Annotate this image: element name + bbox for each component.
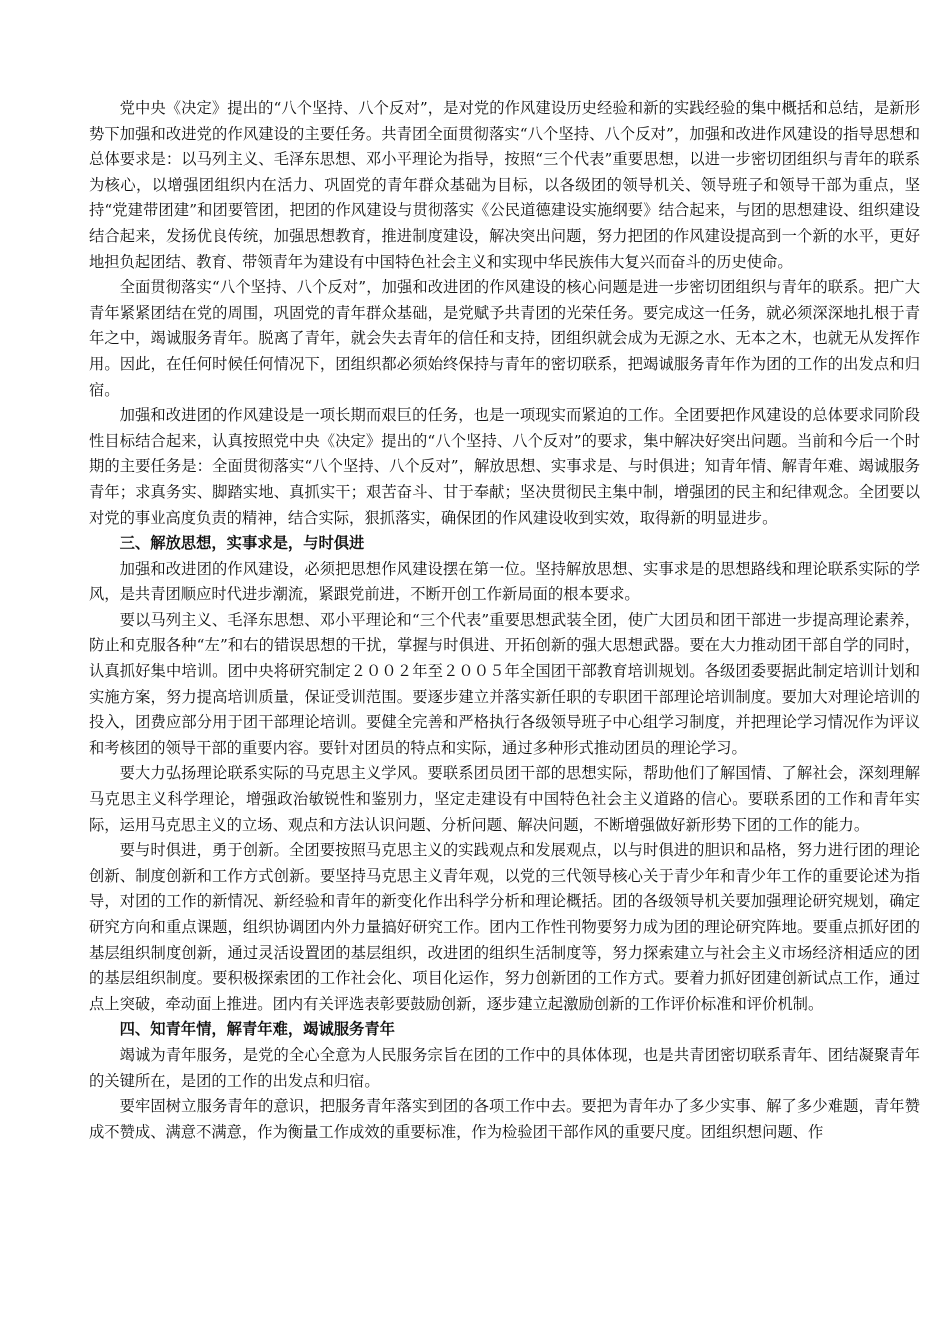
paragraph: 竭诚为青年服务，是党的全心全意为人民服务宗旨在团的工作中的具体体现，也是共青团密切联系青年、团结凝聚青年的关键所在，是团的工作的出发点和归宿。 bbox=[89, 1045, 920, 1090]
paragraph: 要大力弘扬理论联系实际的马克思主义学风。要联系团员团干部的思想实际，帮助他们了解国情、了解社会，深刻理解马克思主义科学理论，增强政治敏锐性和鉴别力，坚定走建设有中国特色社会主义道路的信心。要联系团的工作和青年实际，运用马克思主义的立场、观点和方法认识问题、分析问题、解决问题，不断增强做好新形势下团的工作的能力。 bbox=[89, 764, 920, 834]
paragraph: 要与时俱进，勇于创新。全团要按照马克思主义的实践观点和发展观点，以与时俱进的胆识和品格，努力进行团的理论创新、制度创新和工作方式创新。要坚持马克思主义青年观，以党的三代领导核心关于青少年和青少年工作的重要论述为指导，对团的工作的新情况、新经验和青年的新变化作出科学分析和理论概括。团的各级领导机关要加强理论研究规划，确定研究方向和重点课题，组织协调团内外力量搞好研究工作。团内工作性刊物要努力成为团的理论研究阵地。要重点抓好团的基层组织制度创新，通过灵活设置团的基层组织，改进团的组织生活制度等，努力探索建立与社会主义市场经济相适应的团的基层组织制度。要积极探索团的工作社会化、项目化运作，努力创新团的工作方式。要着力抓好团建创新试点工作，通过点上突破，牵动面上推进。团内有关评选表彰要鼓励创新，逐步建立起激励创新的工作评价标准和评价机制。 bbox=[89, 841, 920, 1013]
paragraph: 全面贯彻落实“八个坚持、八个反对”，加强和改进团的作风建设的核心问题是进一步密切团组织与青年的联系。把广大青年紧紧团结在党的周围，巩固党的青年群众基础，是党赋予共青团的光荣任务。要完成这一任务，就必须深深地扎根于青年之中，竭诚服务青年。脱离了青年，就会失去青年的信任和支持，团组织就会成为无源之水、无本之木，也就无从发挥作用。因此，在任何时候任何情况下，团组织都必须始终保持与青年的密切联系，把竭诚服务青年作为团的工作的出发点和归宿。 bbox=[89, 278, 920, 399]
section-heading: 三、解放思想，实事求是，与时俱进 bbox=[119, 534, 365, 553]
paragraph: 加强和改进团的作风建设是一项长期而艰巨的任务，也是一项现实而紧迫的工作。全团要把作风建设的总体要求同阶段性目标结合起来，认真按照党中央《决定》提出的“八个坚持、八个反对”的要求，集中解决好突出问题。当前和今后一个时期的主要任务是：全面贯彻落实“八个坚持、八个反对”，解放思想、实事求是、与时俱进；知青年情、解青年难、竭诚服务青年；求真务实、脚踏实地、真抓实干；艰苦奋斗、甘于奉献；坚决贯彻民主集中制，增强团的民主和纪律观念。全团要以对党的事业高度负责的精神，结合实际，狠抓落实，确保团的作风建设收到实效，取得新的明显进步。 bbox=[89, 406, 920, 527]
paragraph: 要牢固树立服务青年的意识，把服务青年落实到团的各项工作中去。要把为青年办了多少实事、解了多少难题，青年赞成不赞成、满意不满意，作为衡量工作成效的重要标准，作为检验团干部作风的重要尺度。团组织想问题、作 bbox=[89, 1097, 920, 1141]
paragraph: 加强和改进团的作风建设，必须把思想作风建设摆在第一位。坚持解放思想、实事求是的思想路线和理论联系实际的学风，是共青团顺应时代进步潮流，紧跟党前进，不断开创工作新局面的根本要求。 bbox=[89, 559, 920, 604]
paragraph: 要以马列主义、毛泽东思想、邓小平理论和“三个代表”重要思想武装全团，使广大团员和团干部进一步提高理论素养，防止和克服各种“左”和右的错误思想的干扰，掌握与时俱进、开拓创新的强大思想武器。要在大力推动团干部自学的同时，认真抓好集中培训。团中央将研究制定２００２年至２００５年全国团干部教育培训规划。各级团委要据此制定培训计划和实施方案，努力提高培训质量，保证受训范围。要逐步建立并落实新任职的专职团干部理论培训制度。要加大对理论培训的投入，团费应部分用于团干部理论培训。要健全完善和严格执行各级领导班子中心组学习制度，并把理论学习情况作为评议和考核团的领导干部的重要内容。要针对团员的特点和实际，通过多种形式推动团员的理论学习。 bbox=[89, 610, 920, 757]
document-body bbox=[89, 96, 920, 1145]
paragraph: 党中央《决定》提出的“八个坚持、八个反对”，是对党的作风建设历史经验和新的实践经验的集中概括和总结，是新形势下加强和改进党的作风建设的主要任务。共青团全面贯彻落实“八个坚持、八个反对”，加强和改进作风建设的指导思想和总体要求是：以马列主义、毛泽东思想、邓小平理论为指导，按照“三个代表”重要思想，以进一步密切团组织与青年的联系为核心，以增强团组织内在活力、巩固党的青年群众基础为目标，以各级团的领导机关、领导班子和领导干部为重点，坚持“党建带团建”和团要管团，把团的作风建设与贯彻落实《公民道德建设实施纲要》结合起来，与团的思想建设、组织建设结合起来，发扬优良传统，加强思想教育，推进制度建设，解决突出问题，努力把团的作风建设提高到一个新的水平，更好地担负起团结、教育、带领青年为建设有中国特色社会主义和实现中华民族伟大复兴而奋斗的历史使命。 bbox=[89, 99, 920, 271]
section-heading: 四、知青年情，解青年难，竭诚服务青年 bbox=[119, 1020, 395, 1039]
